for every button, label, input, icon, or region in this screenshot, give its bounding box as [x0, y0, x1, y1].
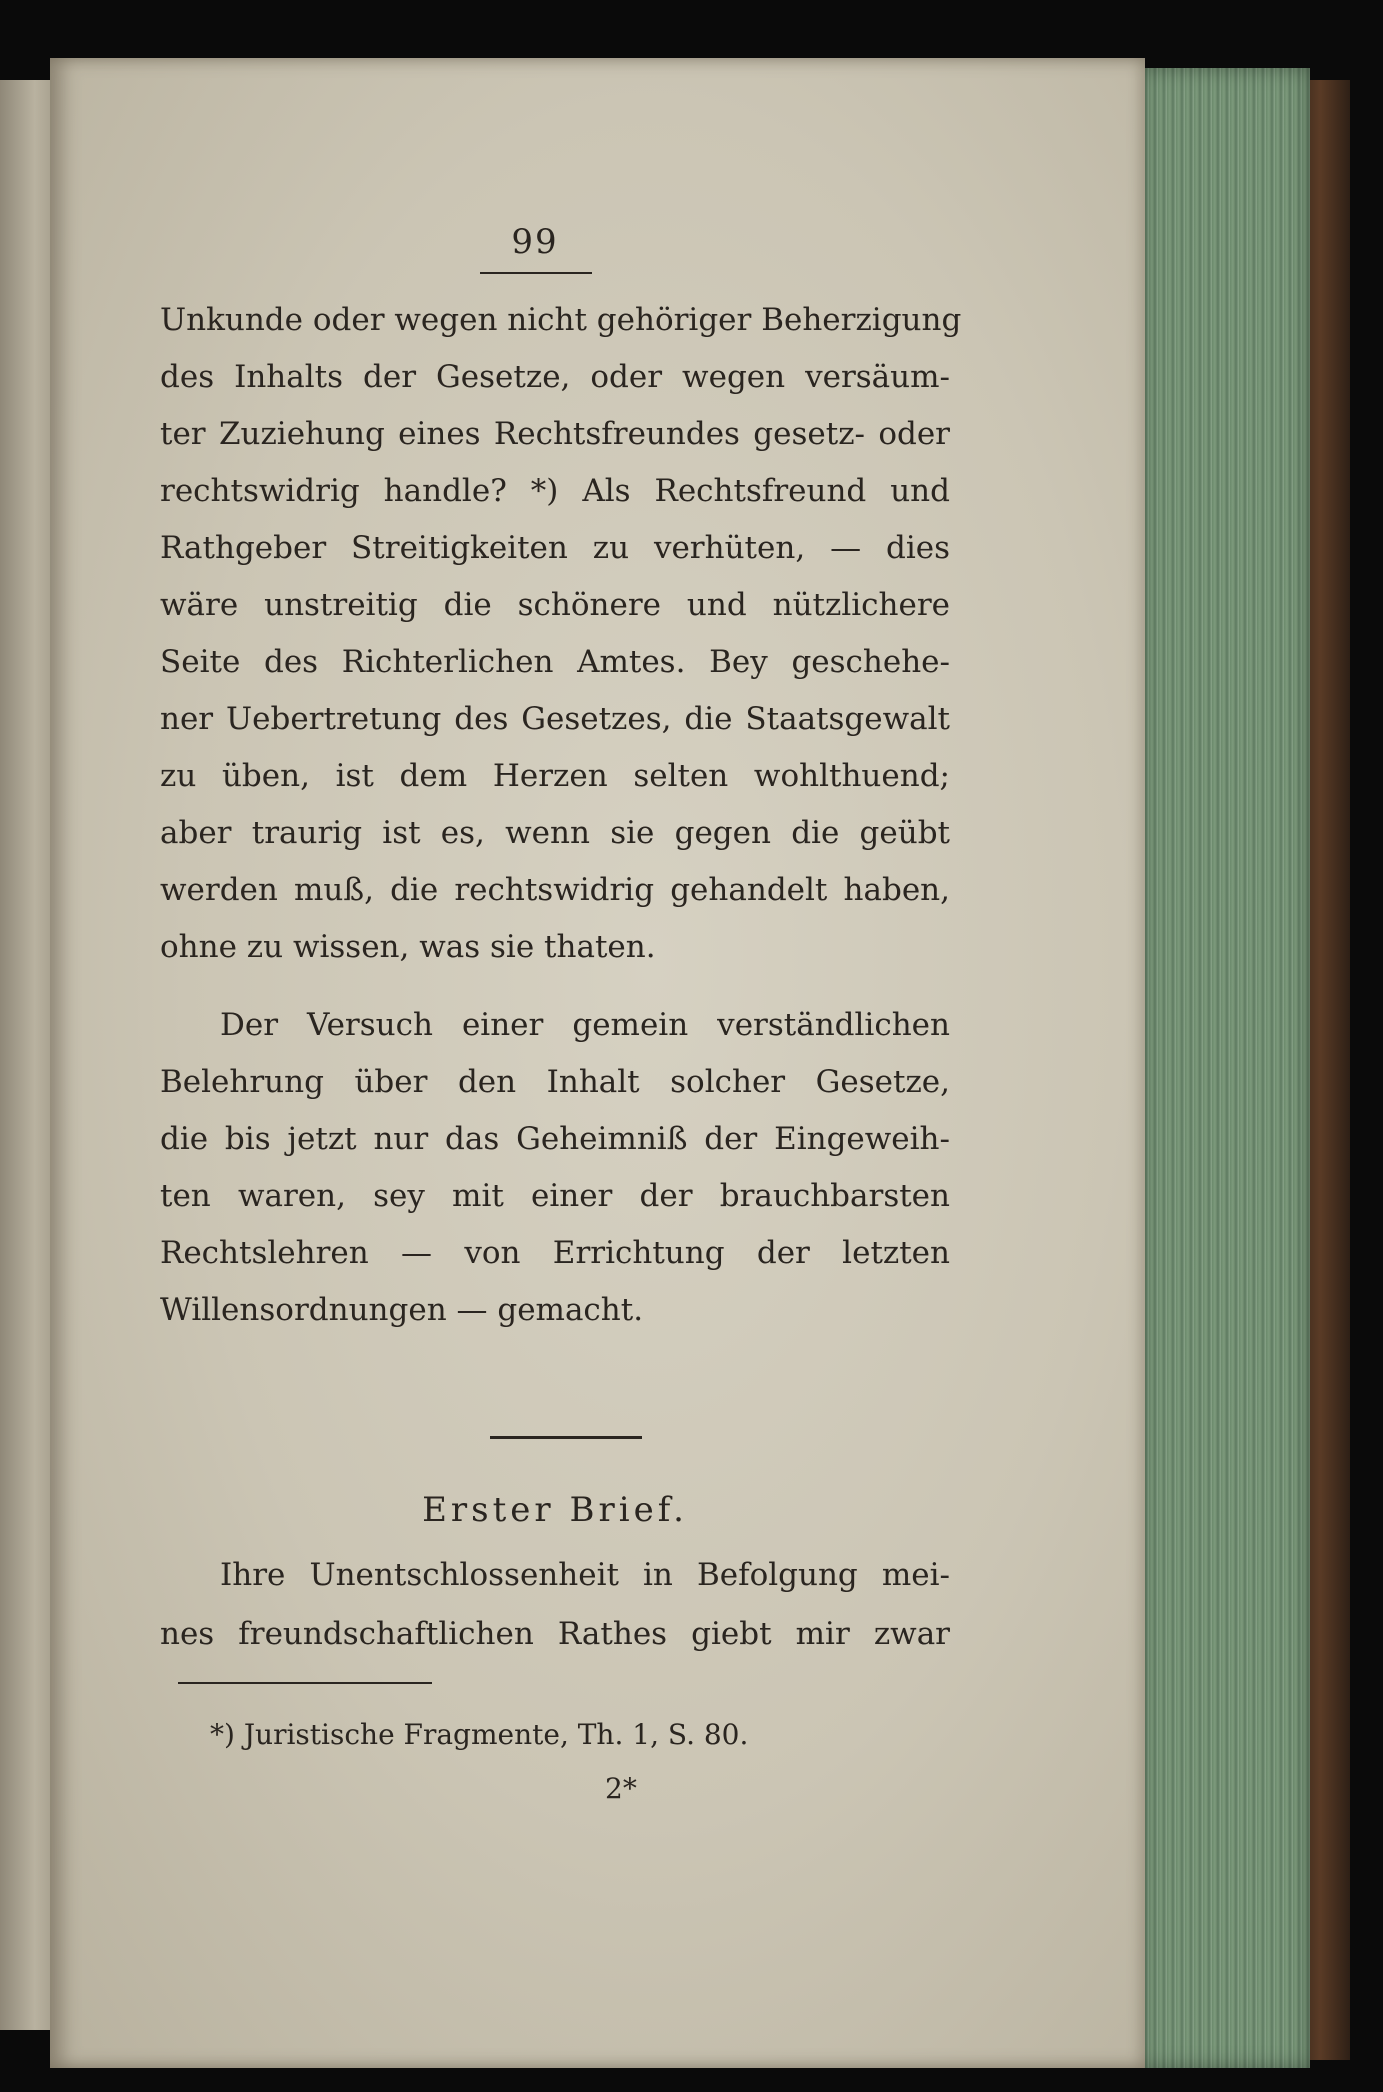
- paragraph-line: Belehrung über den Inhalt solcher Gesetze,: [160, 1064, 950, 1100]
- letter-line: nes freundschaftlichen Rathes giebt mir zwar: [160, 1616, 950, 1652]
- page-block-edges: [1140, 68, 1310, 2068]
- paragraph-line: die bis jetzt nur das Geheimniß der Eingeweih-: [160, 1121, 950, 1157]
- body-line: wäre unstreitig die schönere und nützlichere: [160, 587, 950, 623]
- page-number: 99: [511, 222, 559, 262]
- paragraph-line: Rechtslehren — von Errichtung der letzten: [160, 1235, 950, 1271]
- footnote-rule: [178, 1682, 432, 1684]
- body-line: werden muß, die rechtswidrig gehandelt haben,: [160, 872, 950, 908]
- paragraph-line: Willensordnungen — gemacht.: [160, 1292, 644, 1328]
- body-line: rechtswidrig handle? *) Als Rechtsfreund und: [160, 473, 950, 509]
- body-line: ohne zu wissen, was sie thaten.: [160, 929, 656, 965]
- footnote: *) Juristische Fragmente, Th. 1, S. 80.: [210, 1718, 749, 1751]
- body-line: ter Zuziehung eines Rechtsfreundes gesetz- oder: [160, 416, 950, 452]
- section-divider: [490, 1436, 642, 1439]
- page-number-rule: [480, 272, 592, 274]
- letter-heading: Erster Brief.: [422, 1490, 688, 1530]
- body-line: des Inhalts der Gesetze, oder wegen versäum-: [160, 359, 950, 395]
- letter-line: Ihre Unentschlossenheit in Befolgung mei-: [220, 1557, 950, 1593]
- body-line: Rathgeber Streitigkeiten zu verhüten, — dies: [160, 530, 950, 566]
- body-line: zu üben, ist dem Herzen selten wohlthuend;: [160, 758, 950, 794]
- paragraph-line: Der Versuch einer gemein verständlichen: [220, 1007, 950, 1043]
- paragraph-line: ten waren, sey mit einer der brauchbarsten: [160, 1178, 950, 1214]
- body-line: Unkunde oder wegen nicht gehöriger Beherzigung: [160, 302, 962, 338]
- body-line: Seite des Richterlichen Amtes. Bey geschehe-: [160, 644, 950, 680]
- body-line: aber traurig ist es, wenn sie gegen die geübt: [160, 815, 950, 851]
- body-line: ner Uebertretung des Gesetzes, die Staatsgewalt: [160, 701, 950, 737]
- signature-mark: 2*: [605, 1772, 637, 1805]
